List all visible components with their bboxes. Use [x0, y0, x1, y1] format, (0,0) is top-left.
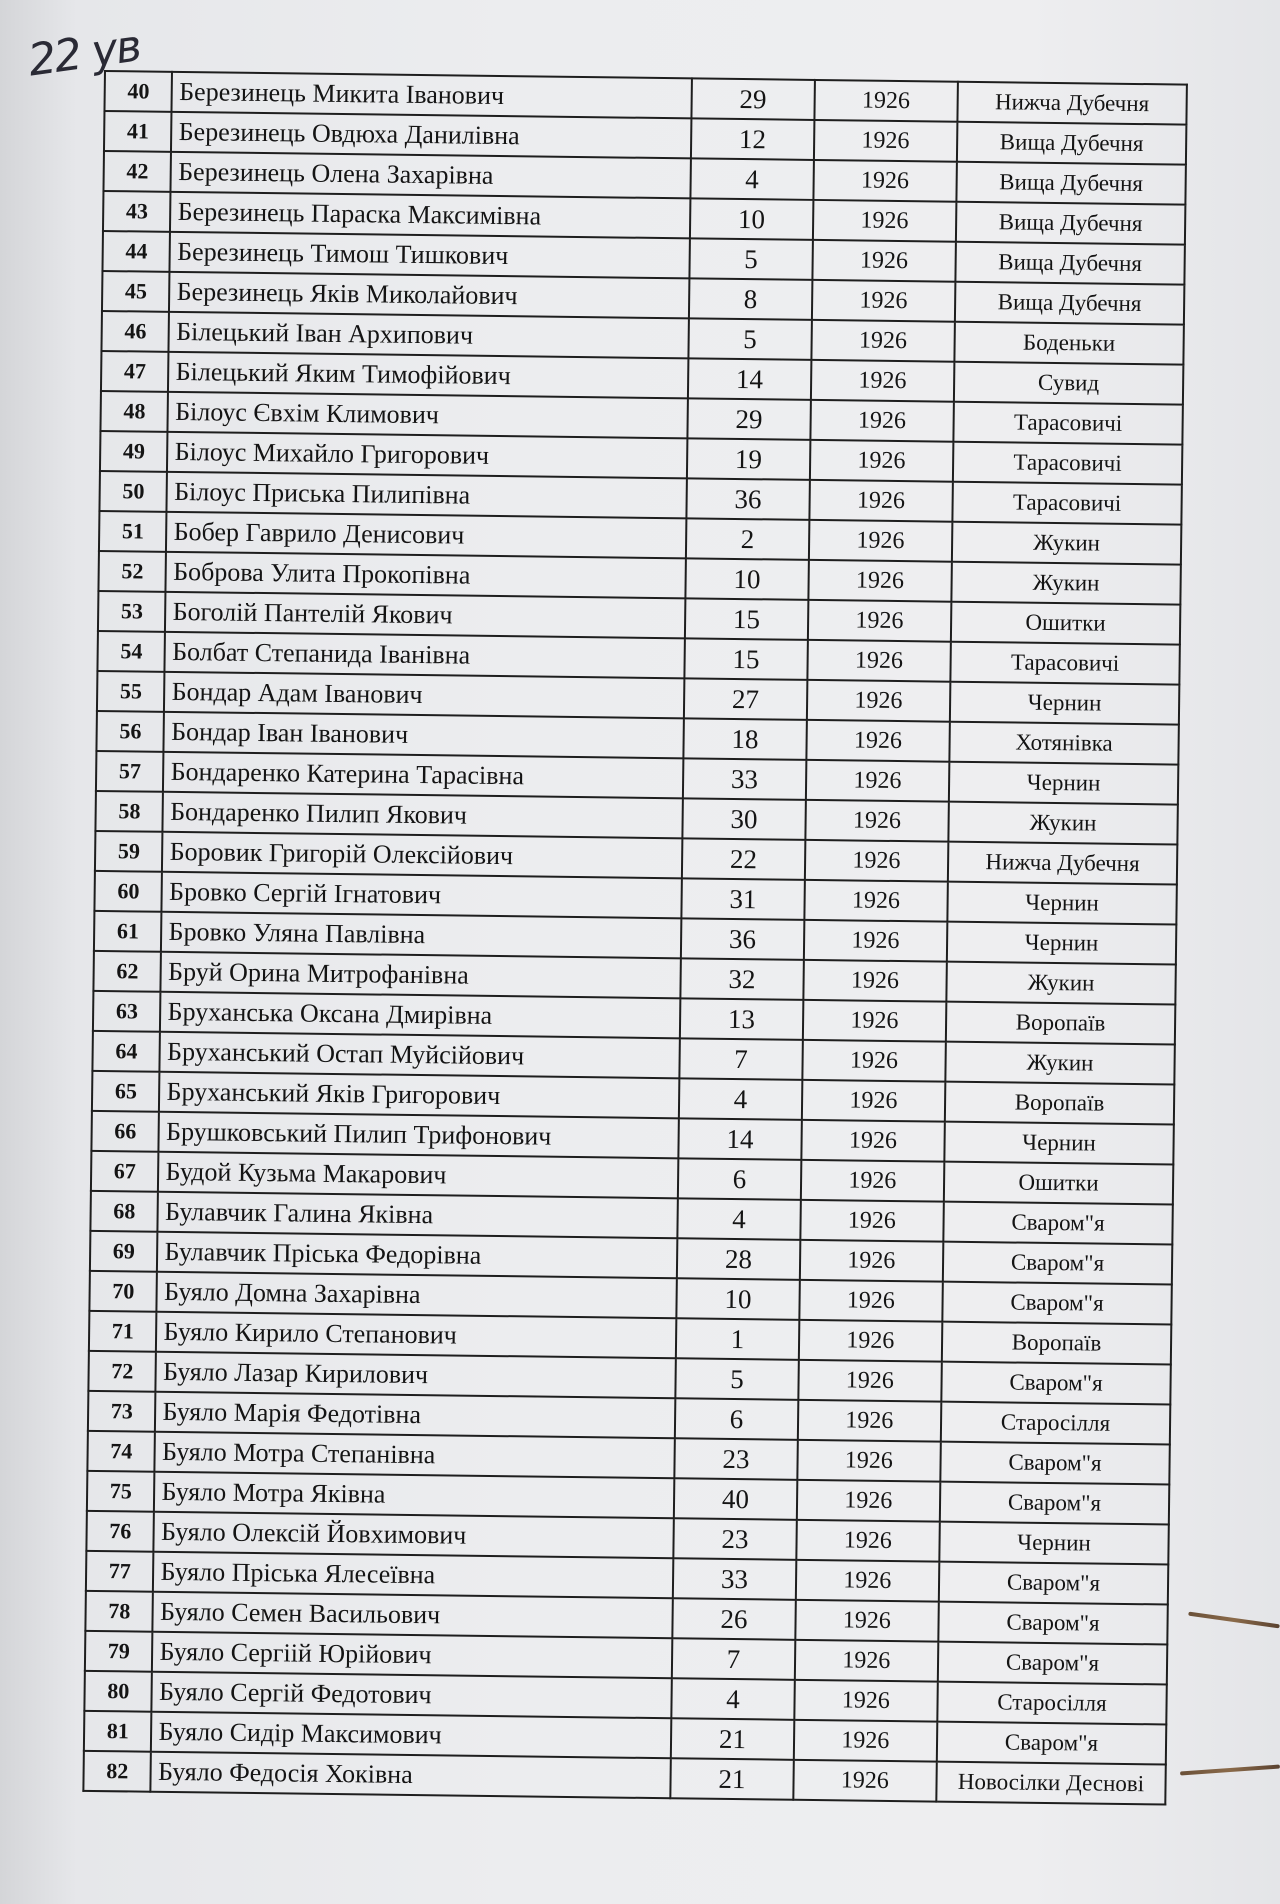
age-cell: 14	[688, 358, 811, 400]
village-cell: Вища Дубечня	[957, 122, 1187, 165]
row-number: 59	[95, 831, 163, 872]
age-cell: 4	[677, 1198, 800, 1240]
village-cell: Старосілля	[937, 1682, 1167, 1725]
row-number: 66	[91, 1111, 159, 1152]
year-cell: 1926	[814, 80, 958, 122]
row-number: 52	[98, 551, 166, 592]
year-cell: 1926	[811, 360, 955, 402]
person-name: Бруханський Остап Муйсійович	[160, 1032, 680, 1079]
person-name: Бровко Уляна Павлівна	[161, 912, 681, 959]
person-name: Будой Кузьма Макарович	[158, 1152, 678, 1199]
age-cell: 33	[683, 758, 806, 800]
year-cell: 1926	[795, 1600, 939, 1642]
person-name: Бондар Адам Іванович	[164, 672, 684, 719]
age-cell: 26	[672, 1598, 795, 1640]
age-cell: 36	[681, 918, 804, 960]
village-cell: Жукин	[946, 962, 1176, 1005]
village-cell: Тарасовичі	[953, 402, 1183, 445]
person-name: Брушковський Пилип Трифонович	[159, 1112, 679, 1159]
person-name: Бруханська Оксана Дмирівна	[160, 992, 680, 1039]
person-name: Білецький Яким Тимофійович	[168, 352, 688, 399]
year-cell: 1926	[810, 440, 954, 482]
row-number: 58	[95, 791, 163, 832]
year-cell: 1926	[798, 1400, 942, 1442]
person-name: Буяло Лазар Кирилович	[156, 1352, 676, 1399]
register-table-wrapper	[82, 70, 1188, 1805]
age-cell: 28	[677, 1238, 800, 1280]
row-number: 70	[89, 1271, 157, 1312]
village-cell: Сувид	[954, 362, 1184, 405]
village-cell: Нижча Дубечня	[948, 842, 1178, 885]
village-cell: Тарасовичі	[952, 482, 1182, 525]
year-cell: 1926	[797, 1480, 941, 1522]
person-name: Бондаренко Пилип Якович	[163, 792, 683, 839]
row-number: 76	[86, 1511, 154, 1552]
person-name: Буяло Мотра Степанівна	[155, 1432, 675, 1479]
row-number: 49	[100, 431, 168, 472]
row-number: 82	[83, 1751, 151, 1792]
person-name: Буяло Пріська Ялесеївна	[153, 1552, 673, 1599]
year-cell: 1926	[806, 720, 950, 762]
row-number: 56	[96, 711, 164, 752]
age-cell: 12	[691, 118, 814, 160]
person-name: Білоус Михайло Григорович	[167, 432, 687, 479]
row-number: 51	[99, 511, 167, 552]
year-cell: 1926	[800, 1200, 944, 1242]
village-cell: Сваром"я	[938, 1602, 1168, 1645]
person-name: Булавчик Пріська Федорівна	[157, 1232, 677, 1279]
village-cell: Чернин	[939, 1522, 1169, 1565]
year-cell: 1926	[812, 240, 956, 282]
row-number: 54	[97, 631, 165, 672]
person-name: Березинець Олена Захарівна	[171, 152, 691, 199]
age-cell: 23	[673, 1518, 796, 1560]
village-cell: Ошитки	[951, 602, 1181, 645]
person-name: Буяло Семен Васильович	[153, 1592, 673, 1639]
person-name: Березинець Яків Миколайович	[169, 272, 689, 319]
row-number: 73	[88, 1391, 156, 1432]
row-number: 46	[101, 311, 169, 352]
village-cell: Жукин	[948, 802, 1178, 845]
year-cell: 1926	[811, 320, 955, 362]
age-cell: 40	[674, 1478, 797, 1520]
village-cell: Сваром"я	[937, 1722, 1167, 1765]
row-number: 75	[87, 1471, 155, 1512]
year-cell: 1926	[813, 160, 957, 202]
row-number: 72	[88, 1351, 156, 1392]
person-name: Бруй Орина Митрофанівна	[161, 952, 681, 999]
village-cell: Хотянівка	[949, 722, 1179, 765]
person-name: Березинець Овдюха Данилівна	[171, 112, 691, 159]
age-cell: 21	[671, 1718, 794, 1760]
binding-string-upper	[1188, 1612, 1280, 1629]
year-cell: 1926	[803, 960, 947, 1002]
row-number: 43	[103, 191, 171, 232]
village-cell: Жукин	[951, 562, 1181, 605]
age-cell: 27	[684, 678, 807, 720]
village-cell: Сваром"я	[939, 1562, 1169, 1605]
year-cell: 1926	[801, 1160, 945, 1202]
age-cell: 5	[689, 238, 812, 280]
age-cell: 6	[675, 1398, 798, 1440]
year-cell: 1926	[796, 1560, 940, 1602]
row-number: 71	[89, 1311, 157, 1352]
year-cell: 1926	[795, 1640, 939, 1682]
village-cell: Сваром"я	[942, 1282, 1172, 1325]
person-name: Буяло Мотра Яківна	[154, 1472, 674, 1519]
year-cell: 1926	[801, 1120, 945, 1162]
person-name: Буяло Олексій Йовхимович	[154, 1512, 674, 1559]
age-cell: 29	[691, 78, 814, 120]
age-cell: 4	[671, 1678, 794, 1720]
age-cell: 22	[682, 838, 805, 880]
row-number: 79	[85, 1631, 153, 1672]
village-cell: Чернин	[947, 882, 1177, 925]
person-name: Боброва Улита Прокопівна	[166, 552, 686, 599]
age-cell: 5	[675, 1358, 798, 1400]
village-cell: Новосілки Деснові	[936, 1762, 1166, 1805]
year-cell: 1926	[797, 1440, 941, 1482]
row-number: 48	[100, 391, 168, 432]
year-cell: 1926	[800, 1240, 944, 1282]
row-number: 55	[97, 671, 165, 712]
age-cell: 7	[672, 1638, 795, 1680]
person-name: Березинець Параска Максимівна	[170, 192, 690, 239]
row-number: 44	[102, 231, 170, 272]
village-cell: Воропаїв	[945, 1082, 1175, 1125]
age-cell: 5	[688, 318, 811, 360]
person-name: Бобер Гаврило Денисович	[166, 512, 686, 559]
village-cell: Чернин	[950, 682, 1180, 725]
village-cell: Чернин	[949, 762, 1179, 805]
age-cell: 4	[679, 1078, 802, 1120]
year-cell: 1926	[805, 800, 949, 842]
row-number: 47	[101, 351, 169, 392]
row-number: 78	[85, 1591, 153, 1632]
year-cell: 1926	[810, 400, 954, 442]
year-cell: 1926	[802, 1080, 946, 1122]
row-number: 65	[92, 1071, 160, 1112]
village-cell: Вища Дубечня	[956, 162, 1186, 205]
year-cell: 1926	[799, 1280, 943, 1322]
year-cell: 1926	[808, 560, 952, 602]
village-cell: Нижча Дубечня	[957, 82, 1187, 125]
row-number: 67	[91, 1151, 159, 1192]
age-cell: 23	[674, 1438, 797, 1480]
person-name: Буяло Федосія Хоківна	[151, 1752, 671, 1799]
village-cell: Воропаїв	[942, 1322, 1172, 1365]
age-cell: 10	[685, 558, 808, 600]
village-cell: Ошитки	[944, 1162, 1174, 1205]
row-number: 63	[93, 991, 161, 1032]
person-name: Буяло Домна Захарівна	[157, 1272, 677, 1319]
binding-string-lower	[1180, 1765, 1280, 1776]
age-cell: 14	[678, 1118, 801, 1160]
age-cell: 10	[676, 1278, 799, 1320]
person-name: Болбат Степанида Іванівна	[165, 632, 685, 679]
year-cell: 1926	[804, 920, 948, 962]
village-cell: Вища Дубечня	[955, 282, 1185, 325]
age-cell: 2	[686, 518, 809, 560]
year-cell: 1926	[802, 1040, 946, 1082]
village-cell: Воропаїв	[946, 1002, 1176, 1045]
person-name: Буяло Кирило Степанович	[156, 1312, 676, 1359]
row-number: 80	[84, 1671, 152, 1712]
age-cell: 19	[687, 438, 810, 480]
village-cell: Сваром"я	[940, 1442, 1170, 1485]
row-number: 50	[99, 471, 167, 512]
row-number: 57	[96, 751, 164, 792]
year-cell: 1926	[805, 840, 949, 882]
register-table	[82, 70, 1188, 1805]
age-cell: 1	[676, 1318, 799, 1360]
village-cell: Старосілля	[941, 1402, 1171, 1445]
age-cell: 21	[670, 1758, 793, 1800]
year-cell: 1926	[813, 200, 957, 242]
village-cell: Чернин	[947, 922, 1177, 965]
register-table-body	[83, 71, 1187, 1804]
age-cell: 30	[682, 798, 805, 840]
year-cell: 1926	[793, 1760, 937, 1802]
row-number: 53	[98, 591, 166, 632]
person-name: Булавчик Галина Яківна	[158, 1192, 678, 1239]
person-name: Березинець Микита Іванович	[172, 72, 692, 119]
age-cell: 10	[690, 198, 813, 240]
row-number: 74	[87, 1431, 155, 1472]
age-cell: 29	[687, 398, 810, 440]
row-number: 45	[102, 271, 170, 312]
village-cell: Сваром"я	[941, 1362, 1171, 1405]
row-number: 62	[93, 951, 161, 992]
person-name: Бруханський Яків Григорович	[159, 1072, 679, 1119]
person-name: Буяло Марія Федотівна	[155, 1392, 675, 1439]
village-cell: Боденьки	[954, 322, 1184, 365]
village-cell: Сваром"я	[943, 1202, 1173, 1245]
row-number: 68	[90, 1191, 158, 1232]
village-cell: Жукин	[952, 522, 1182, 565]
year-cell: 1926	[794, 1680, 938, 1722]
year-cell: 1926	[799, 1320, 943, 1362]
village-cell: Вища Дубечня	[956, 202, 1186, 245]
year-cell: 1926	[809, 520, 953, 562]
handwritten-page-note: 22 ув	[24, 20, 143, 87]
year-cell: 1926	[804, 880, 948, 922]
year-cell: 1926	[803, 1000, 947, 1042]
village-cell: Сваром"я	[938, 1642, 1168, 1685]
year-cell: 1926	[814, 120, 958, 162]
person-name: Березинець Тимош Тишкович	[170, 232, 690, 279]
row-number: 64	[92, 1031, 160, 1072]
person-name: Боровик Григорій Олексійович	[162, 832, 682, 879]
village-cell: Сваром"я	[940, 1482, 1170, 1525]
person-name: Бондар Іван Іванович	[164, 712, 684, 759]
year-cell: 1926	[812, 280, 956, 322]
village-cell: Жукин	[945, 1042, 1175, 1085]
person-name: Білоус Євхім Климович	[168, 392, 688, 439]
year-cell: 1926	[794, 1720, 938, 1762]
row-number: 41	[104, 111, 172, 152]
row-number: 42	[103, 151, 171, 192]
age-cell: 15	[684, 638, 807, 680]
age-cell: 15	[685, 598, 808, 640]
village-cell: Тарасовичі	[953, 442, 1183, 485]
row-number: 40	[104, 71, 172, 112]
age-cell: 4	[690, 158, 813, 200]
person-name: Боголій Пантелій Якович	[165, 592, 685, 639]
row-number: 69	[90, 1231, 158, 1272]
person-name: Бровко Сергій Ігнатович	[162, 872, 682, 919]
year-cell: 1926	[807, 680, 951, 722]
person-name: Буяло Сергій Федотович	[152, 1672, 672, 1719]
year-cell: 1926	[796, 1520, 940, 1562]
person-name: Білоус Приська Пилипівна	[167, 472, 687, 519]
age-cell: 6	[678, 1158, 801, 1200]
person-name: Буяло Сергіій Юрійович	[152, 1632, 672, 1679]
row-number: 61	[94, 911, 162, 952]
age-cell: 18	[683, 718, 806, 760]
year-cell: 1926	[808, 600, 952, 642]
year-cell: 1926	[806, 760, 950, 802]
age-cell: 36	[686, 478, 809, 520]
year-cell: 1926	[807, 640, 951, 682]
age-cell: 33	[673, 1558, 796, 1600]
age-cell: 31	[681, 878, 804, 920]
village-cell: Сваром"я	[943, 1242, 1173, 1285]
age-cell: 32	[680, 958, 803, 1000]
row-number: 77	[86, 1551, 154, 1592]
age-cell: 13	[680, 998, 803, 1040]
person-name: Білецький Іван Архипович	[169, 312, 689, 359]
age-cell: 7	[679, 1038, 802, 1080]
year-cell: 1926	[809, 480, 953, 522]
village-cell: Тарасовичі	[950, 642, 1180, 685]
village-cell: Чернин	[944, 1122, 1174, 1165]
year-cell: 1926	[798, 1360, 942, 1402]
village-cell: Вища Дубечня	[955, 242, 1185, 285]
person-name: Бондаренко Катерина Тарасівна	[163, 752, 683, 799]
row-number: 81	[84, 1711, 152, 1752]
row-number: 60	[94, 871, 162, 912]
person-name: Буяло Сидір Максимович	[151, 1712, 671, 1759]
age-cell: 8	[689, 278, 812, 320]
